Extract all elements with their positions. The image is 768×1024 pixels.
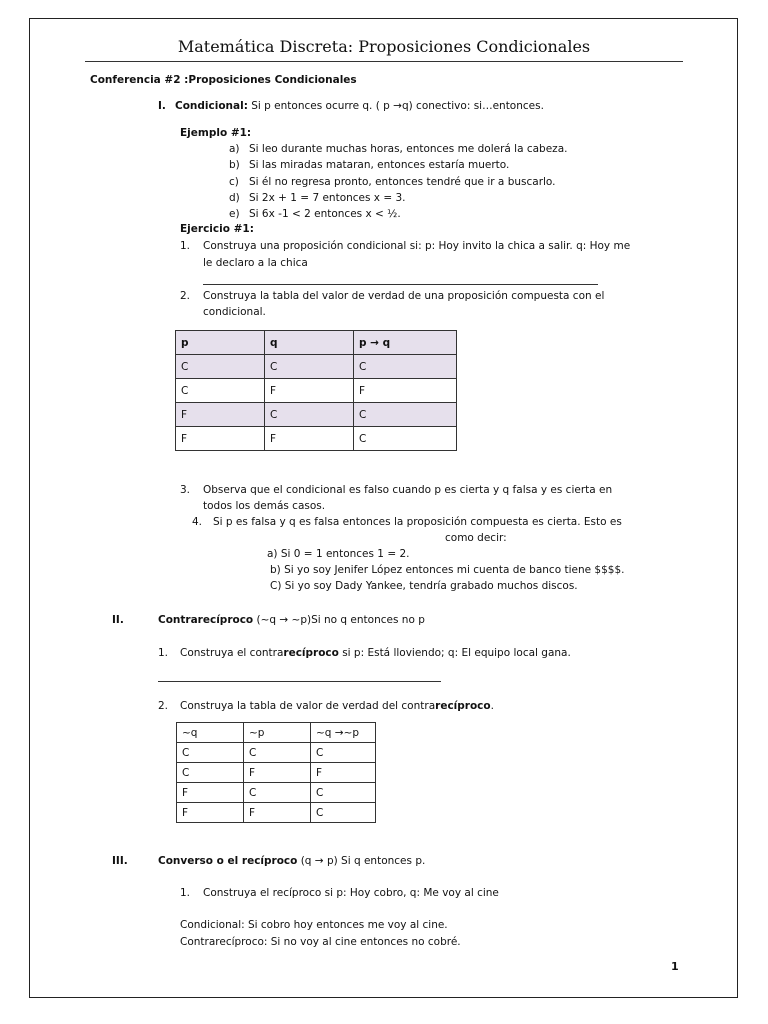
table-cell: C bbox=[265, 355, 354, 379]
table-header-cell: p bbox=[176, 331, 265, 355]
conference-heading: Conferencia #2 :Proposiciones Condicionales bbox=[90, 74, 357, 86]
table-row bbox=[176, 403, 457, 427]
table-cell: C bbox=[244, 783, 311, 803]
table-cell: F bbox=[244, 803, 311, 823]
section3-line bbox=[158, 854, 425, 868]
page-number: 1 bbox=[671, 960, 679, 973]
table-cell: C bbox=[311, 743, 376, 763]
example-text-a: Si leo durante muchas horas, entonces me dolerá la cabeza. bbox=[249, 143, 568, 155]
table-row bbox=[176, 379, 457, 403]
exercise2-line1: Construya la tabla del valor de verdad de una proposición compuesta con el bbox=[203, 290, 605, 302]
table-cell: F bbox=[311, 763, 376, 783]
exercise3-line2: todos los demás casos. bbox=[203, 500, 326, 512]
table-row bbox=[177, 783, 376, 803]
table-cell: C bbox=[177, 763, 244, 783]
example-text-d: Si 2x + 1 = 7 entonces x = 3. bbox=[249, 192, 406, 204]
table-cell: F bbox=[265, 427, 354, 451]
example-text-e: Si 6x -1 < 2 entonces x < ½. bbox=[249, 208, 401, 220]
section2-ex2-bold: recíproco bbox=[435, 700, 491, 712]
section1-line bbox=[175, 99, 544, 113]
table-cell: C bbox=[311, 803, 376, 823]
table-row bbox=[176, 427, 457, 451]
section3-text: (q → p) Si q entonces p. bbox=[297, 855, 426, 867]
table-header-row bbox=[176, 331, 457, 355]
exercise4-item-b: b) Si yo soy Jenifer López entonces mi cuenta de banco tiene $$$$. bbox=[270, 564, 625, 576]
example-label-e: e) bbox=[229, 208, 240, 220]
section2-ex2-pre: Construya la tabla de valor de verdad del contra bbox=[180, 700, 436, 712]
table-cell: F bbox=[176, 403, 265, 427]
section3-ex1-number: 1. bbox=[180, 887, 191, 899]
table-cell: C bbox=[354, 427, 457, 451]
section1-number: I. bbox=[158, 100, 166, 112]
example-text-c: Si él no regresa pronto, entonces tendré que ir a buscarlo. bbox=[249, 176, 556, 188]
exercise2-number: 2. bbox=[180, 290, 191, 302]
table-cell: C bbox=[311, 783, 376, 803]
table-cell: F bbox=[265, 379, 354, 403]
table-header-cell: ~q →~p bbox=[311, 723, 376, 743]
example-label-c: c) bbox=[229, 176, 239, 188]
section3-number: III. bbox=[112, 855, 128, 867]
exercise-title: Ejercicio #1: bbox=[180, 223, 254, 235]
section2-formula: (~q → ~p) bbox=[253, 614, 312, 626]
example-label-a: a) bbox=[229, 143, 240, 155]
table-cell: C bbox=[176, 379, 265, 403]
section2-ex1-line bbox=[180, 646, 571, 660]
table-header-cell: ~p bbox=[244, 723, 311, 743]
answer-line-1 bbox=[203, 284, 598, 285]
table-row bbox=[177, 763, 376, 783]
table-cell: C bbox=[354, 355, 457, 379]
section1-text: Si p entonces ocurre q. ( p →q) conectivo: si…entonces. bbox=[247, 100, 544, 112]
exercise1-line1: Construya una proposición condicional si: p: Hoy invito la chica a salir. q: Hoy me bbox=[203, 240, 631, 252]
exercise4-line1: Si p es falsa y q es falsa entonces la proposición compuesta es cierta. Esto es bbox=[213, 516, 622, 528]
table-header-cell: p → q bbox=[354, 331, 457, 355]
table-cell: F bbox=[354, 379, 457, 403]
table-header-cell: ~q bbox=[177, 723, 244, 743]
section3-ex1-text: Construya el recíproco si p: Hoy cobro, q: Me voy al cine bbox=[203, 887, 499, 899]
section1-heading: Condicional: bbox=[175, 100, 248, 112]
table-cell: C bbox=[244, 743, 311, 763]
section2-ex1-number: 1. bbox=[158, 647, 169, 659]
example-text-b: Si las miradas mataran, entonces estaría muerto. bbox=[249, 159, 510, 171]
section2-ex1-pre: Construya el contra bbox=[180, 647, 284, 659]
section2-heading: Contrarecíproco bbox=[158, 614, 254, 626]
section2-ex1-post: si p: Está lloviendo; q: El equipo local gana. bbox=[338, 647, 571, 659]
table-cell: C bbox=[176, 355, 265, 379]
table-cell: F bbox=[244, 763, 311, 783]
section2-ex2-post: . bbox=[490, 700, 494, 712]
exercise3-line1: Observa que el condicional es falso cuando p es cierta y q falsa y es cierta en bbox=[203, 484, 613, 496]
table-cell: C bbox=[354, 403, 457, 427]
table-cell: F bbox=[176, 427, 265, 451]
table-row bbox=[177, 803, 376, 823]
section2-ex1-bold: recíproco bbox=[283, 647, 339, 659]
truth-table-contrareciprocal bbox=[176, 722, 376, 823]
exercise4-item-c: C) Si yo soy Dady Yankee, tendría grabado muchos discos. bbox=[270, 580, 578, 592]
exercise1-line2: le declaro a la chica bbox=[203, 257, 308, 269]
table-cell: F bbox=[177, 803, 244, 823]
table-row bbox=[177, 743, 376, 763]
example-label-d: d) bbox=[229, 192, 240, 204]
section2-ex2-number: 2. bbox=[158, 700, 169, 712]
section2-line bbox=[158, 613, 425, 627]
table-row bbox=[176, 355, 457, 379]
exercise4-line2: como decir: bbox=[445, 532, 507, 544]
section2-number: II. bbox=[112, 614, 124, 626]
table-cell: C bbox=[265, 403, 354, 427]
section3-line1: Condicional: Si cobro hoy entonces me voy al cine. bbox=[180, 919, 448, 931]
exercise4-number: 4. bbox=[192, 516, 203, 528]
section3-line2: Contrarecíproco: Si no voy al cine entonces no cobré. bbox=[180, 936, 461, 948]
table-cell: F bbox=[177, 783, 244, 803]
example-title: Ejemplo #1: bbox=[180, 127, 252, 139]
exercise2-line2: condicional. bbox=[203, 306, 266, 318]
example-label-b: b) bbox=[229, 159, 240, 171]
section2-text: Si no q entonces no p bbox=[311, 614, 425, 626]
answer-line-2 bbox=[158, 681, 441, 682]
table-header-row bbox=[177, 723, 376, 743]
exercise1-number: 1. bbox=[180, 240, 191, 252]
table-header-cell: q bbox=[265, 331, 354, 355]
exercise4-item-a: a) Si 0 = 1 entonces 1 = 2. bbox=[267, 548, 410, 560]
title-underline bbox=[85, 61, 683, 62]
truth-table-conditional bbox=[175, 330, 457, 451]
section2-ex2-line bbox=[180, 699, 494, 713]
exercise3-number: 3. bbox=[180, 484, 191, 496]
page-title: Matemática Discreta: Proposiciones Condicionales bbox=[177, 37, 591, 56]
table-cell: C bbox=[177, 743, 244, 763]
section3-heading: Converso o el recíproco bbox=[158, 855, 298, 867]
